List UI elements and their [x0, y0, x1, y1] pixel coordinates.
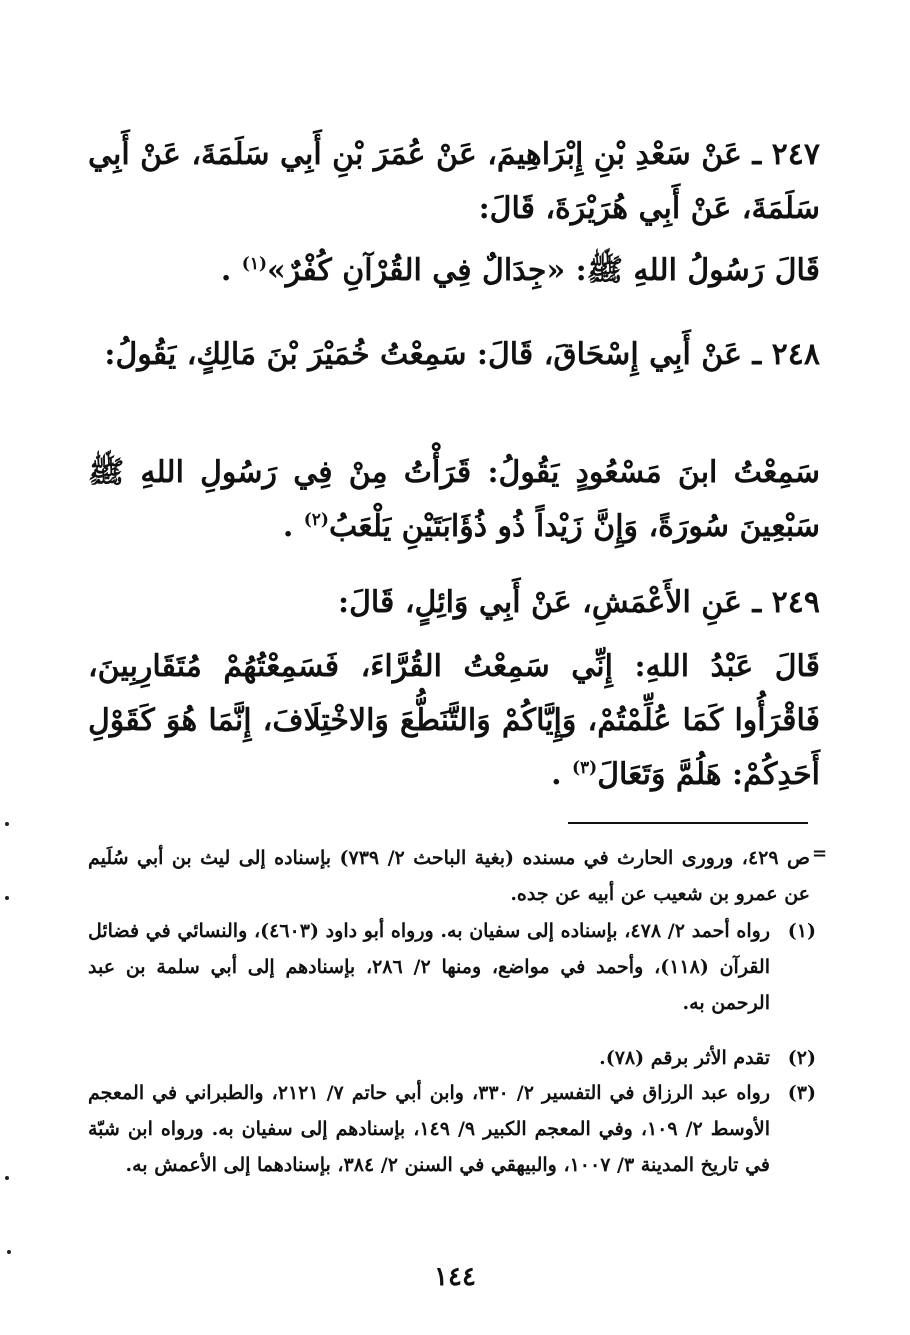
hadith-248-matn	[88, 446, 820, 554]
scan-speck	[5, 1176, 9, 1180]
scan-speck	[5, 896, 9, 900]
footnote-ref-1[interactable]: (١)	[241, 254, 268, 274]
hadith-248-isnad	[88, 328, 820, 382]
scan-speck	[5, 822, 9, 826]
hadith-247-matn	[88, 244, 820, 298]
footnote-text: رواه عبد الرزاق في التفسير ٢/ ٣٣٠، وابن أبي حاتم ٧/ ٢١٢١، والطبراني في المعجم الأوسط ٢/ ١٠٩، وفي المعجم الكبير ٩/ ١٤٩، بإسنادهم إلى سفيان به. ورواه ابن شبّة في تاريخ المدينة ٣/ ١٠٠٧، والبيهقي في السنن ٢/ ٣٨٤، بإسنادهما إلى الأعمش به.	[88, 1082, 770, 1176]
footnote-number: (٣)	[787, 1082, 816, 1104]
hadith-247-isnad	[88, 128, 820, 236]
hadith-249-matn-text: قَالَ عَبْدُ اللهِ: إِنِّي سَمِعْتُ القُرَّاءَ، فَسَمِعْتُهُمْ مُتَقَارِبِينَ، فَاقْرَأُوا كَمَا عُلِّمْتُمْ، وَإِيَّاكُمْ وَالتَّنَطُّعَ وَالاخْتِلَافَ، إِنَّمَا هُوَ كَقَوْلِ أَحَدِكُمْ: هَلُمَّ وَتَعَالَ	[88, 649, 820, 792]
page-number: ١٤٤	[434, 1262, 476, 1292]
footnote-text: تقدم الأثر برقم (٧٨).	[599, 1047, 770, 1069]
footnote-continuation	[88, 840, 810, 912]
hadith-247-matn-text: قَالَ رَسُولُ اللهِ ﷺ: «جِدَالٌ فِي القُرْآنِ كُفْرٌ»	[267, 253, 820, 288]
footnote-ref-3[interactable]: (٣)	[571, 758, 598, 778]
footnote-continuation-marker: =	[812, 843, 828, 864]
sentence-end: .	[220, 253, 242, 288]
footnote-3	[88, 1075, 816, 1183]
hadith-248-text: ٢٤٨ ـ عَنْ أَبِي إِسْحَاقَ، قَالَ: سَمِعْتُ خُمَيْرَ بْنَ مَالِكٍ، يَقُولُ:	[104, 337, 820, 372]
footnote-divider	[568, 822, 808, 824]
hadith-247-text: ٢٤٧ ـ عَنْ سَعْدِ بْنِ إِبْرَاهِيمَ، عَنْ عُمَرَ بْنِ أَبِي سَلَمَةَ، عَنْ أَبِي سَلَمَةَ، عَنْ أَبِي هُرَيْرَةَ، قَالَ:	[88, 137, 820, 226]
scan-speck	[7, 1250, 11, 1254]
hadith-248-matn-text: سَمِعْتُ ابنَ مَسْعُودٍ يَقُولُ: قَرَأْتُ مِنْ فِي رَسُولِ اللهِ ﷺ سَبْعِينَ سُورَةً، وَإِنَّ زَيْداً ذُو ذُؤَابَتَيْنِ يَلْعَبُ	[88, 455, 820, 544]
hadith-249-isnad	[88, 576, 820, 630]
footnote-text: رواه أحمد ٢/ ٤٧٨، بإسناده إلى سفيان به. ورواه أبو داود (٤٦٠٣)، والنسائي في فضائل القرآن (١١٨)، وأحمد في مواضع، ومنها ٢/ ٢٨٦، بإسنادهم إلى أبي سلمة بن عبد الرحمن به.	[88, 920, 771, 1014]
footnote-ref-2[interactable]: (٢)	[303, 510, 329, 530]
footnote-1	[88, 913, 816, 1021]
footnote-2	[88, 1040, 816, 1076]
footnote-number: (٢)	[787, 1047, 816, 1069]
hadith-249-matn	[88, 640, 820, 802]
sentence-end: .	[282, 509, 304, 544]
footnote-number: (١)	[787, 920, 816, 942]
sentence-end: .	[551, 757, 572, 792]
hadith-249-text: ٢٤٩ ـ عَنِ الأَعْمَشِ، عَنْ أَبِي وَائِلٍ، قَالَ:	[338, 585, 820, 620]
footnote-continuation-text: ص ٤٢٩، ورورى الحارث في مسنده (بغية الباحث ٢/ ٧٣٩) بإسناده إلى ليث بن أبي سُلَيم عن عمرو بن شعيب عن أبيه عن جده.	[88, 847, 810, 905]
